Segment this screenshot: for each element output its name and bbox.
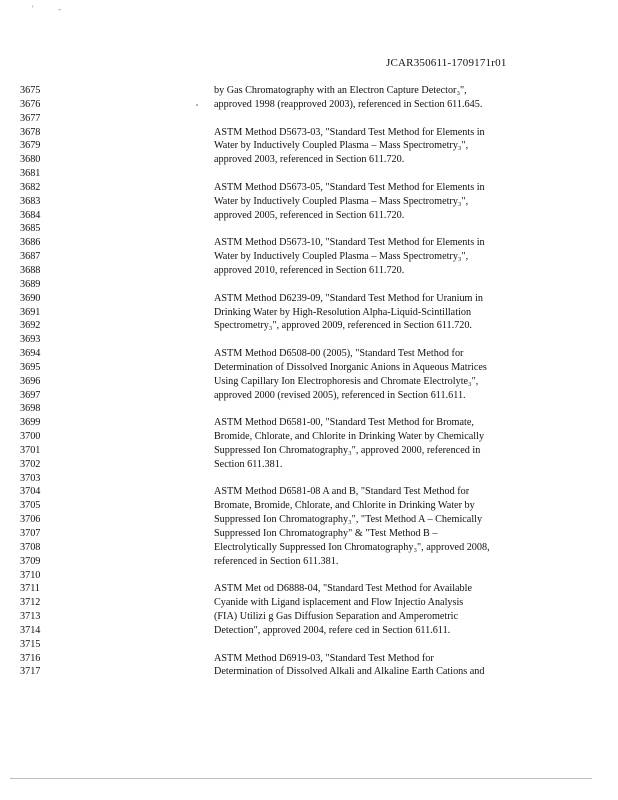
line-number: 3692 <box>20 320 41 332</box>
line-text: Determination of Dissolved Alkali and Alkaline Earth Cations and <box>214 666 485 678</box>
line-number: 3701 <box>20 444 41 456</box>
line-number: 3697 <box>20 389 41 401</box>
line-text: Drinking Water by High-Resolution Alpha-Liquid-Scintillation <box>214 306 472 318</box>
document-line <box>0 375 618 389</box>
line-number: 3680 <box>20 154 41 166</box>
document-line <box>0 139 618 153</box>
line-number: 3700 <box>20 431 41 443</box>
document-line <box>0 458 618 472</box>
line-text: approved 2000 (revised 2005), referenced in Section 611.611. <box>214 389 466 401</box>
line-number: 3698 <box>20 403 41 415</box>
line-text: Using Capillary Ion Electrophoresis and Chromate Electrolyte₃", <box>214 375 479 387</box>
line-number: 3713 <box>20 611 41 623</box>
document-line <box>0 624 618 638</box>
line-number: 3705 <box>20 500 41 512</box>
line-number: 3708 <box>20 541 41 553</box>
line-number: 3693 <box>20 334 41 346</box>
line-number: 3703 <box>20 472 41 484</box>
document-line <box>0 665 618 679</box>
document-line <box>0 167 618 181</box>
line-text: ASTM Method D6581-08 A and B, "Standard Test Method for <box>214 486 470 498</box>
document-line <box>0 126 618 140</box>
line-number: 3717 <box>20 666 41 678</box>
line-number: 3683 <box>20 195 41 207</box>
scan-speck <box>196 104 198 106</box>
document-line <box>0 112 618 126</box>
document-line <box>0 555 618 569</box>
document-line <box>0 610 618 624</box>
bottom-rule <box>10 778 592 779</box>
line-number: 3699 <box>20 417 41 429</box>
document-line <box>0 153 618 167</box>
document-line <box>0 430 618 444</box>
line-text: Bromide, Chlorate, and Chlorite in Drinking Water by Chemically <box>214 431 485 443</box>
document-line <box>0 541 618 555</box>
document-line <box>0 195 618 209</box>
line-text: ASTM Method D5673-03, "Standard Test Method for Elements in <box>214 126 485 138</box>
line-text: by Gas Chromatography with an Electron Capture Detector₃", <box>214 85 467 96</box>
line-text: Cyanide with Ligand isplacement and Flow Injectio Analysis <box>214 597 464 609</box>
line-text: approved 2005, referenced in Section 611.720. <box>214 209 405 221</box>
scan-mark: - <box>58 4 61 14</box>
document-line <box>0 569 618 583</box>
line-number: 3704 <box>20 486 41 498</box>
line-number: 3686 <box>20 237 41 249</box>
line-text: ASTM Method D6581-00, "Standard Test Method for Bromate, <box>214 417 474 429</box>
line-text: Spectrometry₃", approved 2009, referenced in Section 611.720. <box>214 320 472 332</box>
line-text: Electrolytically Suppressed Ion Chromatography₃", approved 2008, <box>214 541 490 553</box>
line-number: 3694 <box>20 348 41 360</box>
document-line <box>0 98 618 112</box>
line-number: 3710 <box>20 569 41 581</box>
line-number: 3711 <box>20 583 40 595</box>
line-text: ASTM Method D6919-03, "Standard Test Method for <box>214 652 434 664</box>
line-text: approved 2010, referenced in Section 611.720. <box>214 264 405 276</box>
line-text: ASTM Method D5673-10, "Standard Test Method for Elements in <box>214 237 485 249</box>
document-line <box>0 638 618 652</box>
document-line <box>0 292 618 306</box>
line-text: Detection", approved 2004, refere ced in Section 611.611. <box>214 624 451 636</box>
document-line <box>0 181 618 195</box>
line-text: Suppressed Ion Chromatography" & "Test Method B – <box>214 528 438 539</box>
line-number: 3714 <box>20 624 41 636</box>
line-number: 3696 <box>20 375 41 387</box>
document-line <box>0 319 618 333</box>
line-number: 3695 <box>20 361 41 373</box>
document-line <box>0 402 618 416</box>
line-text: ASTM Method D6508-00 (2005), "Standard Test Method for <box>214 348 464 360</box>
document-line <box>0 306 618 320</box>
line-number: 3688 <box>20 264 41 276</box>
line-number: 3689 <box>20 278 41 290</box>
line-number: 3706 <box>20 514 41 526</box>
line-number: 3682 <box>20 181 41 193</box>
document-line <box>0 278 618 292</box>
document-line <box>0 333 618 347</box>
document-line <box>0 485 618 499</box>
line-text: Determination of Dissolved Inorganic Anions in Aqueous Matrices <box>214 361 487 373</box>
line-text: Suppressed Ion Chromatography₃", "Test Method A – Chemically <box>214 514 483 526</box>
document-line <box>0 209 618 223</box>
document-line <box>0 389 618 403</box>
line-text: Water by Inductively Coupled Plasma – Mass Spectrometry₃", <box>214 195 469 207</box>
document-line <box>0 582 618 596</box>
line-number: 3716 <box>20 652 41 664</box>
line-text: ASTM Method D6239-09, "Standard Test Method for Uranium in <box>214 292 483 304</box>
line-number: 3709 <box>20 555 41 567</box>
document-line <box>0 499 618 513</box>
line-text: ASTM Method D5673-05, "Standard Test Method for Elements in <box>214 181 485 193</box>
document-line <box>0 472 618 486</box>
line-text: ASTM Met od D6888-04, "Standard Test Method for Available <box>214 583 473 595</box>
line-text: approved 1998 (reapproved 2003), referenced in Section 611.645. <box>214 98 483 110</box>
line-number: 3691 <box>20 306 41 318</box>
line-number: 3678 <box>20 126 41 138</box>
line-text: Water by Inductively Coupled Plasma – Mass Spectrometry₃", <box>214 140 469 152</box>
line-text: Water by Inductively Coupled Plasma – Mass Spectrometry₃", <box>214 251 469 263</box>
document-line <box>0 527 618 541</box>
line-text: Bromate, Bromide, Chlorate, and Chlorite in Drinking Water by <box>214 500 475 512</box>
line-number: 3676 <box>20 98 41 110</box>
numbered-lines <box>0 84 618 679</box>
line-number: 3681 <box>20 168 41 180</box>
document-line <box>0 416 618 430</box>
line-number: 3702 <box>20 458 41 470</box>
line-number: 3715 <box>20 638 41 650</box>
document-line <box>0 596 618 610</box>
document-line <box>0 444 618 458</box>
scan-mark: ' <box>32 4 34 14</box>
line-number: 3675 <box>20 85 41 96</box>
line-text: referenced in Section 611.381. <box>214 555 339 567</box>
line-number: 3685 <box>20 223 41 235</box>
document-line <box>0 347 618 361</box>
line-number: 3687 <box>20 251 41 263</box>
line-text: approved 2003, referenced in Section 611.720. <box>214 154 405 166</box>
line-number: 3679 <box>20 140 41 152</box>
document-line <box>0 513 618 527</box>
line-number: 3712 <box>20 597 41 609</box>
line-number: 3690 <box>20 292 41 304</box>
line-text: (FIA) Utilizi g Gas Diffusion Separation and Amperometric <box>214 611 458 623</box>
line-text: Suppressed Ion Chromatography₃", approved 2000, referenced in <box>214 444 481 456</box>
document-identifier: JCAR350611-1709171r01 <box>386 57 507 69</box>
document-line <box>0 250 618 264</box>
document-line <box>0 84 618 98</box>
document-line <box>0 361 618 375</box>
document-line <box>0 264 618 278</box>
line-number: 3677 <box>20 112 41 124</box>
document-line <box>0 652 618 666</box>
line-number: 3684 <box>20 209 41 221</box>
document-line <box>0 222 618 236</box>
line-text: Section 611.381. <box>214 458 283 470</box>
document-line <box>0 236 618 250</box>
line-number: 3707 <box>20 528 41 539</box>
